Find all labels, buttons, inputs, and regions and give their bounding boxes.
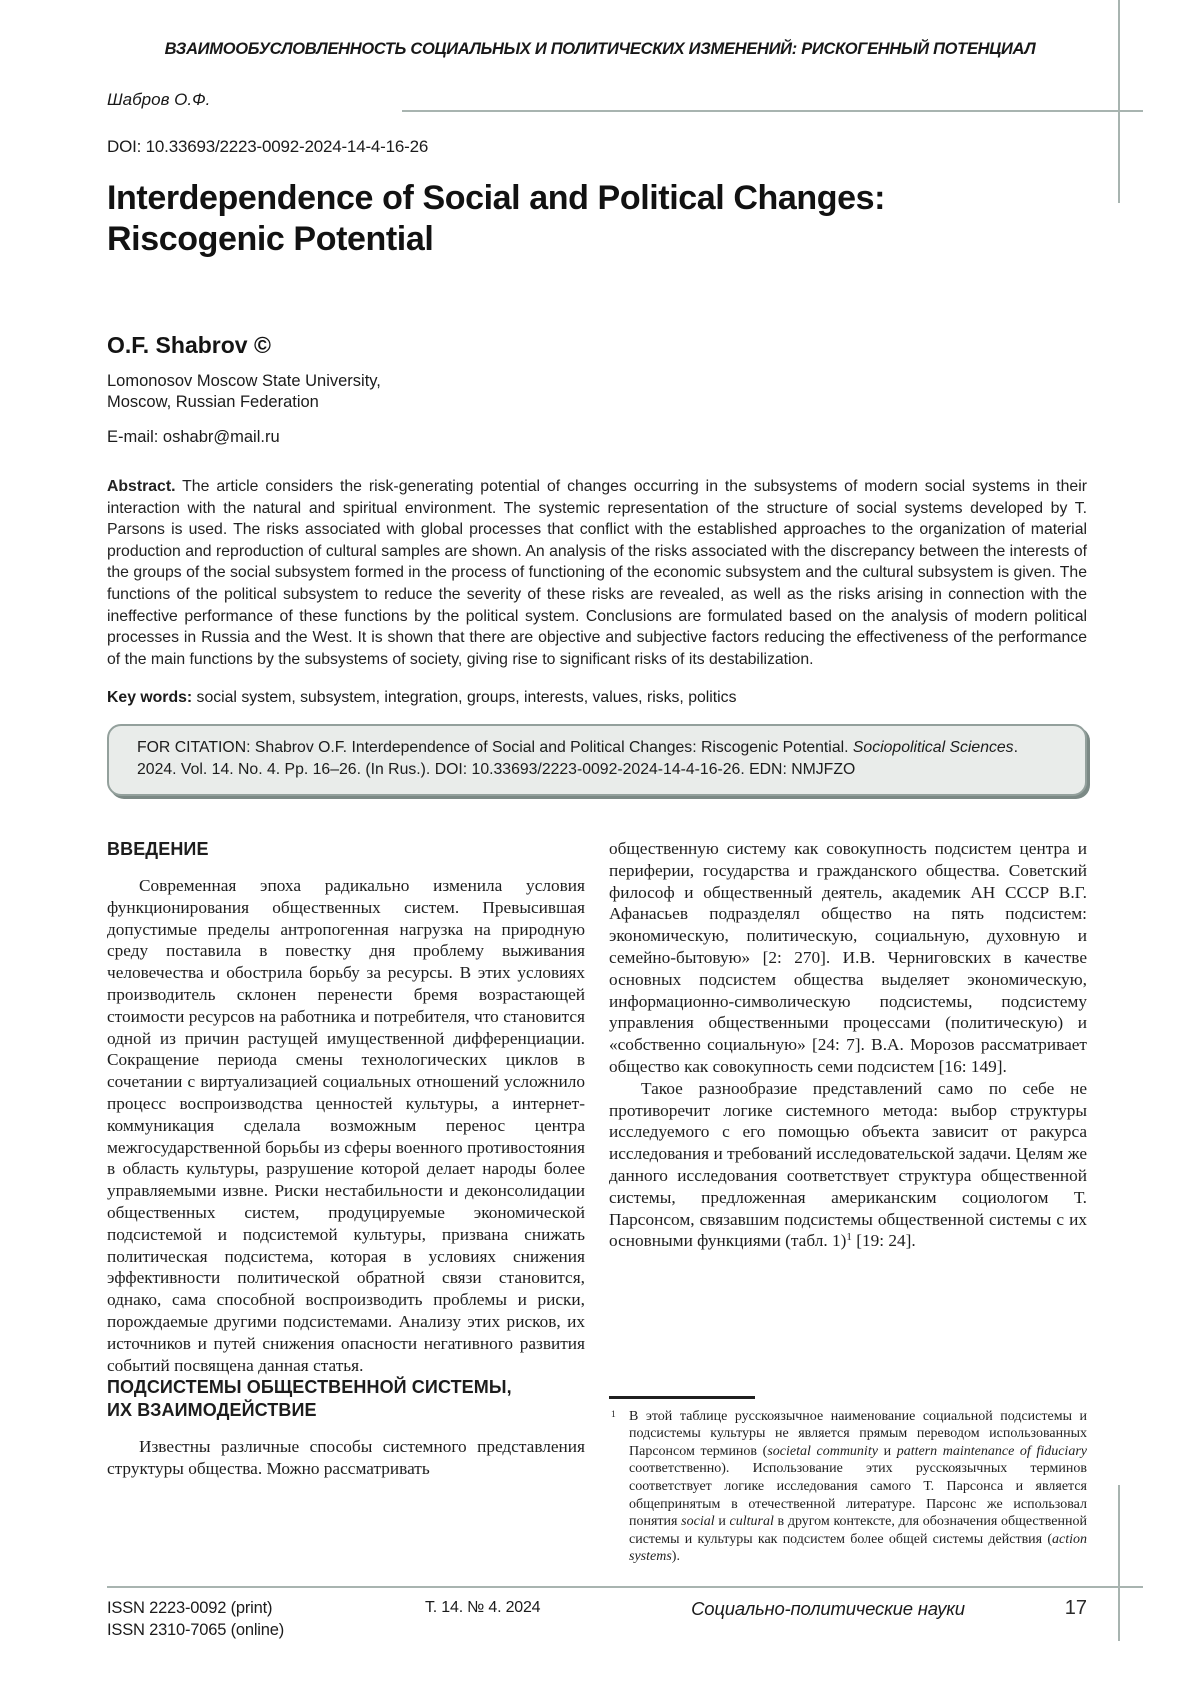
section2-heading-line2: ИХ ВЗАИМОДЕЙСТВИЕ — [107, 1400, 317, 1421]
issn-print: ISSN 2223-0092 (print) — [107, 1599, 273, 1617]
issn-block — [107, 1597, 425, 1641]
volume-issue: Т. 14. № 4. 2024 — [425, 1599, 541, 1616]
decor-footer-rule — [107, 1586, 1143, 1588]
issn-online: ISSN 2310-7065 (online) — [107, 1621, 285, 1639]
footnote-term-italic: social — [681, 1514, 715, 1530]
footnote-term-italic: action systems — [629, 1531, 1087, 1565]
footnote-separator-rule — [609, 1396, 755, 1399]
article-title — [107, 178, 1007, 260]
page-footer — [107, 1597, 1087, 1641]
footnote-part: и — [714, 1514, 730, 1530]
abstract — [107, 476, 1087, 670]
affiliation-line2: Moscow, Russian Federation — [107, 393, 319, 411]
citation-text-1: FOR CITATION: Shabrov O.F. Interdependence of Social and Political Changes: Riscogenic Potential. — [137, 739, 853, 756]
footnote-part: ). — [671, 1549, 680, 1565]
citation-box — [107, 724, 1087, 796]
page-number: 17 — [1064, 1597, 1087, 1619]
citation-text-2: . 2024. Vol. 14. No. 4. Pp. 16–26. (In Rus.). DOI: 10.33693/2223-0092-2024-14-4-16-26. EDN: NMJFZO — [137, 739, 1018, 778]
author-affiliation — [107, 371, 381, 413]
keywords-label: Key words: — [107, 689, 193, 706]
abstract-text: The article considers the risk-generating potential of changes occurring in the subsystems of modern social systems in their interaction with the natural and spiritual environment. The systemic representation of the structure of social systems developed by T. Parsons is used. The risks associated with global processes that conflict with the established approaches to the organization of material production and reproduction of cultural samples are shown. An analysis of the risks associated with the discrepancy between the interests of the groups of the social subsystem formed in the process of functioning of the economic subsystem and the cultural subsystem is given. The functions of the political subsystem to reduce the severity of these risks are revealed, as well as the risks arising in connection with the ineffective performance of these functions by the political system. Conclusions are formulated based on the analysis of modern political processes in Russia and the West. It is shown that there are objective and subjective factors reducing the effectiveness of the performance of the main functions by the subsystems of society, giving rise to significant risks of its destabilization. — [107, 478, 1087, 668]
body-columns — [107, 838, 1087, 1566]
keywords-text: social system, subsystem, integration, groups, interests, values, risks, politics — [192, 689, 737, 706]
journal-name: Социально-политические науки — [691, 1598, 965, 1619]
author-email: E-mail: oshabr@mail.ru — [107, 428, 280, 446]
citation-journal-italic: Sociopolitical Sciences — [852, 739, 1014, 756]
article-title-line2: Riscogenic Potential — [107, 220, 434, 258]
decor-vertical-rule-bottom — [1118, 1485, 1120, 1641]
section2-paragraph: Известны различные способы системного представления структуры общества. Можно рассматривать — [107, 1437, 585, 1479]
right-paragraph-1: общественную систему как совокупность подсистем центра и периферии, государства и гражданского общества. Советский философ и общественный деятель, академик АН СССР В.Г. Афанасьев подразделял общество на пять подсистем: экономическую, политическую, социальную, духовную и семейно-бытовую» [2: 270]. И.В. Черниговских в качестве основных подсистем общества выделяет экономическую, информационно-символическую подсистемы, подсистему управления общественными процессами (политическую) и «собственно социальную» [24: 7]. В.А. Морозов рассматривает общество как совокупность семи подсистем [16: 149]. — [609, 839, 1087, 1076]
footnote-ref-1: 1 — [846, 1231, 852, 1244]
right-column — [609, 838, 1087, 1566]
decor-vertical-rule-top — [1118, 0, 1120, 203]
left-column — [107, 838, 585, 1566]
decor-header-rule — [402, 110, 1143, 112]
footnote-text — [609, 1408, 1087, 1566]
abstract-label: Abstract. — [107, 478, 176, 495]
footnote-term-italic: cultural — [729, 1514, 774, 1530]
right-paragraph-2-text: Такое разнообразие представлений само по себе не противоречит логике системного метода: выбор структуры исследуемого с его помощью объекта зависит от ракурса исследования и требований исследовательской задачи. Целям же данного исследования соответствует структура общественной системы, предложенная американским социологом Т. Парсонсом, связавшим подсистемы общественной системы с их основными функциями (табл. 1) — [609, 1078, 1087, 1251]
right-paragraph-2 — [609, 1078, 1087, 1252]
footnote — [609, 1396, 1087, 1566]
author-name: O.F. Shabrov © — [107, 332, 271, 358]
intro-paragraph: Современная эпоха радикально изменила условия функционирования общественных систем. Превысившая допустимые пределы антропогенная нагрузка на природную среду поставила в повестку дня проблему выживания человечества и обострила борьбу за ресурсы. В этих условиях производитель склонен перенести бремя возрастающей стоимости ресурсов на работника и потребителя, что становится одной из причин растущей имущественной дифференциации. Сокращение периода смены технологических циклов в сочетании с виртуализацией социальных отношений усложнило процесс воспроизводства ценностей культуры, а интернет-коммуникация сделала возможным перенос центра межгосударственной борьбы из сферы военного противостояния в область культуры, разрушение которой делает народы более управляемыми извне. Риски нестабильности и деконсолидации общественных систем, продуцируемые экономической подсистемой и подсистемой культуры, призвана снижать политическая подсистема, которая в условиях снижения эффективности политической обратной связи становится, однако, сама способной воспроизводить проблемы и риски, порождаемые другими подсистемами. Анализу этих рисков, их источников и путей снижения опасности негативного развития событий посвящена данная статья. — [107, 876, 585, 1375]
running-head: ВЗАИМООБУСЛОВЛЕННОСТЬ СОЦИАЛЬНЫХ И ПОЛИТИЧЕСКИХ ИЗМЕНЕНИЙ: РИСКОГЕННЫЙ ПОТЕНЦИАЛ — [164, 40, 1036, 58]
section2-heading — [107, 1376, 585, 1422]
footnote-term-italic: pattern maintenance of fiduciary — [896, 1443, 1087, 1459]
keywords — [107, 687, 1087, 709]
footnote-part: и — [877, 1443, 897, 1459]
section2-heading-line1: ПОДСИСТЕМЫ ОБЩЕСТВЕННОЙ СИСТЕМЫ, — [107, 1377, 512, 1398]
intro-heading: ВВЕДЕНИЕ — [107, 839, 209, 859]
right-paragraph-2-tail: [19: 24]. — [851, 1231, 916, 1251]
affiliation-line1: Lomonosov Moscow State University, — [107, 372, 381, 390]
footnote-part: в другом контексте, для обозначения общественной системы и культуры как подсистем более общей системы действия ( — [629, 1514, 1087, 1547]
footnote-part: соответственно). Использование этих русскоязычных терминов соответствует логике исследования самого Т. Парсонса и является общепринятым в отечественной литературе. Парсонс же использовал понятия — [629, 1461, 1087, 1530]
footnote-term-italic: societal community — [767, 1443, 878, 1459]
article-title-line1: Interdependence of Social and Political Changes: — [107, 179, 886, 217]
running-author: Шабров О.Ф. — [107, 90, 211, 109]
footnote-marker: 1 — [611, 1409, 616, 1420]
doi-line: DOI: 10.33693/2223-0092-2024-14-4-16-26 — [107, 137, 429, 156]
footnote-part: В этой таблице русскоязычное наименование социальной подсистемы и подсистемы культуры не является прямым переводом использованных Парсонсом терминов ( — [629, 1408, 1087, 1459]
